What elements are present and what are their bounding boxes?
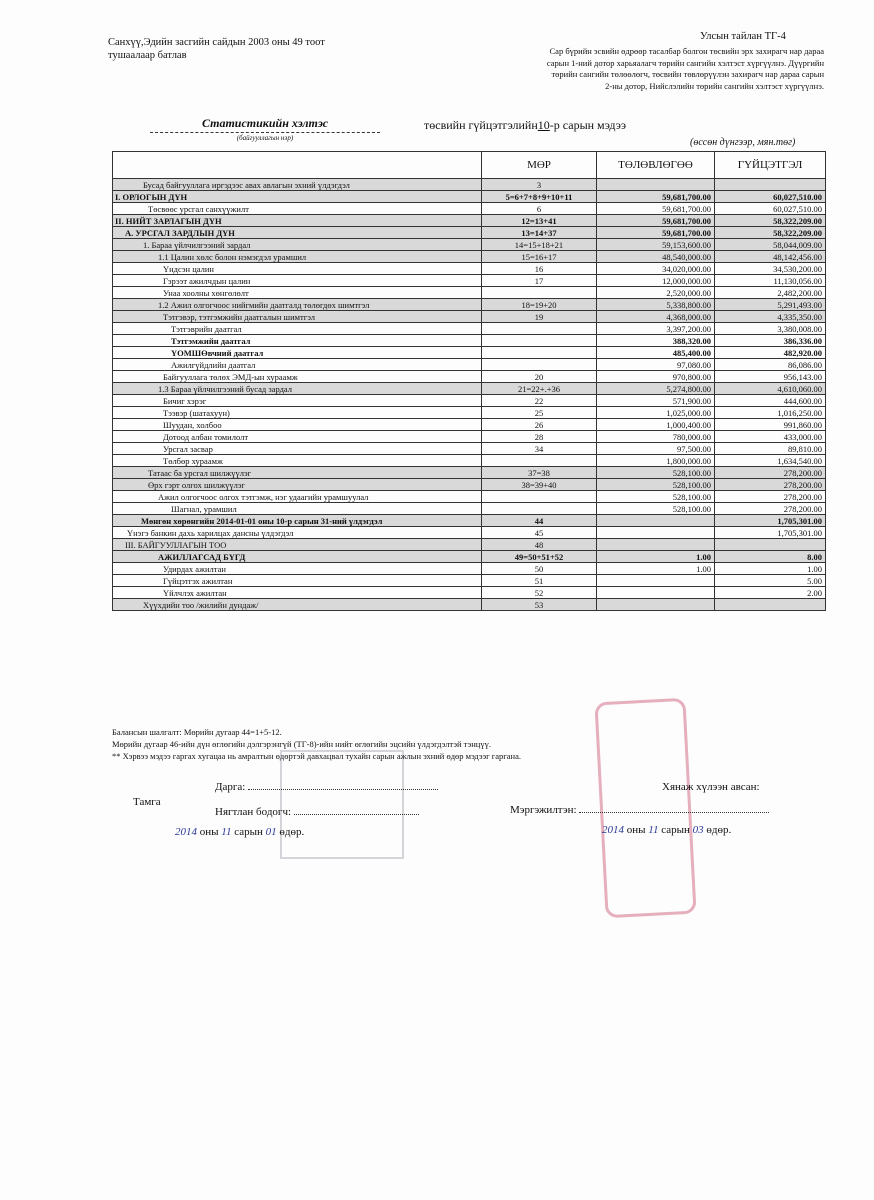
row-mor: 18=19+20 <box>482 299 597 311</box>
table-row <box>113 467 826 479</box>
row-label: АЖИЛЛАГСАД БҮГД <box>113 551 482 563</box>
row-label: 1. Бараа үйлчилгээний зардал <box>113 239 482 251</box>
row-label: Хүүхдийн тоо /жилийн дундаж/ <box>113 599 482 611</box>
row-plan: 48,540,000.00 <box>597 251 715 263</box>
row-label: Урсгал засвар <box>113 443 482 455</box>
row-mor <box>482 503 597 515</box>
row-plan <box>597 179 715 191</box>
row-mor: 37=38 <box>482 467 597 479</box>
director-line <box>248 789 438 790</box>
row-actual: 5,291,493.00 <box>715 299 826 311</box>
row-label: 1.1 Цалин хөлс болон нэмэгдэл урамшил <box>113 251 482 263</box>
row-plan: 1,000,400.00 <box>597 419 715 431</box>
left-word-day: өдөр. <box>279 826 305 838</box>
table-row <box>113 371 826 383</box>
row-label: Үйлчлэх ажилтан <box>113 587 482 599</box>
row-plan: 59,681,700.00 <box>597 227 715 239</box>
table-row <box>113 599 826 611</box>
row-plan: 1,025,000.00 <box>597 407 715 419</box>
table-row <box>113 443 826 455</box>
row-mor: 3 <box>482 179 597 191</box>
right-date <box>602 824 731 836</box>
row-mor: 25 <box>482 407 597 419</box>
table-row <box>113 587 826 599</box>
row-actual: 482,920.00 <box>715 347 826 359</box>
row-mor <box>482 335 597 347</box>
row-actual: 1,705,301.00 <box>715 515 826 527</box>
instruction-line-3: төрийн сангийн төлөөлөгч, төсвийн төвлөрүүлэн захирагч нар дараа сарын <box>551 69 824 79</box>
table-header-row <box>113 152 826 179</box>
label-column-header <box>113 152 482 179</box>
right-word-day: өдөр. <box>706 824 732 836</box>
table-row <box>113 263 826 275</box>
row-label: Бичиг хэрэг <box>113 395 482 407</box>
row-label: I. ОРЛОГЫН ДҮН <box>113 191 482 203</box>
row-plan: 12,000,000.00 <box>597 275 715 287</box>
row-label: Шуудан, холбоо <box>113 419 482 431</box>
row-actual: 278,200.00 <box>715 491 826 503</box>
organization-sublabel: (байгууллагын нэр) <box>236 134 294 142</box>
row-label: Унаа хоолны хөнгөлөлт <box>113 287 482 299</box>
left-word-month: сарын <box>234 826 263 838</box>
table-row <box>113 323 826 335</box>
row-label: Татаас ба урсгал шилжүүлэг <box>113 467 482 479</box>
row-actual: 1.00 <box>715 563 826 575</box>
submission-instructions <box>480 46 824 92</box>
row-mor: 53 <box>482 599 597 611</box>
row-label: II. НИЙТ ЗАРЛАГЫН ДҮН <box>113 215 482 227</box>
left-date-month: 11 <box>221 826 232 838</box>
table-row <box>113 179 826 191</box>
row-plan: 2,520,000.00 <box>597 287 715 299</box>
row-mor: 44 <box>482 515 597 527</box>
table-row <box>113 287 826 299</box>
row-mor: 6 <box>482 203 597 215</box>
row-actual: 11,130,056.00 <box>715 275 826 287</box>
row-actual: 3,380,008.00 <box>715 323 826 335</box>
footnote-1: Балансын шалгалт: Мөрийн дугаар 44=1+5-12. <box>112 727 282 737</box>
row-label: Байгууллага төлөх ЭМД-ын хураамж <box>113 371 482 383</box>
row-label: А. УРСГАЛ ЗАРДЛЫН ДҮН <box>113 227 482 239</box>
row-actual: 58,044,009.00 <box>715 239 826 251</box>
table-row <box>113 203 826 215</box>
approval-line-1: Санхүү,Эдийн засгийн сайдын 2003 оны 49 тоот <box>108 37 325 48</box>
table-row <box>113 227 826 239</box>
row-mor: 28 <box>482 431 597 443</box>
row-actual: 4,335,350.00 <box>715 311 826 323</box>
row-label: Мөнгөн хөрөнгийн 2014-01-01 оны 10-р сарын 31-ний үлдэгдэл <box>113 515 482 527</box>
row-label: Ажил олгогчоос олгох тэтгэмж, нэг удаагийн урамшуулал <box>113 491 482 503</box>
table-row <box>113 395 826 407</box>
row-plan: 59,681,700.00 <box>597 191 715 203</box>
row-mor: 26 <box>482 419 597 431</box>
approval-line-2: тушаалаар батлав <box>108 50 187 61</box>
organization-name: Статистикийн хэлтэс <box>150 116 380 133</box>
row-plan: 528,100.00 <box>597 503 715 515</box>
table-row <box>113 215 826 227</box>
row-label: Төсвөөс урсгал санхүүжилт <box>113 203 482 215</box>
row-plan <box>597 599 715 611</box>
table-row <box>113 551 826 563</box>
right-date-day: 03 <box>692 824 704 836</box>
seal-impression <box>280 750 404 859</box>
row-mor <box>482 455 597 467</box>
row-plan: 97,080.00 <box>597 359 715 371</box>
row-label: Гүйцэтгэх ажилтан <box>113 575 482 587</box>
row-mor: 13=14+37 <box>482 227 597 239</box>
row-actual: 278,200.00 <box>715 503 826 515</box>
row-label: Төлбөр хураамж <box>113 455 482 467</box>
row-plan: 528,100.00 <box>597 491 715 503</box>
seal-label: Тамга <box>133 796 161 808</box>
specialist-signature <box>510 804 769 816</box>
table-row <box>113 419 826 431</box>
row-plan: 34,020,000.00 <box>597 263 715 275</box>
row-label: Үндсэн цалин <box>113 263 482 275</box>
row-mor <box>482 359 597 371</box>
right-date-year: 2014 <box>602 824 624 836</box>
row-mor: 48 <box>482 539 597 551</box>
row-plan: 780,000.00 <box>597 431 715 443</box>
row-mor: 45 <box>482 527 597 539</box>
row-mor: 15=16+17 <box>482 251 597 263</box>
instruction-line-2: сарын 1-ний дотор харьяалагч төрийн сангийн хэлтэст хүргүүлнэ. Дүүргийн <box>546 57 824 68</box>
accountant-signature <box>215 806 419 818</box>
row-label: Удирдах ажилтан <box>113 563 482 575</box>
row-actual: 2,482,200.00 <box>715 287 826 299</box>
row-mor: 50 <box>482 563 597 575</box>
row-actual <box>715 179 826 191</box>
row-mor: 20 <box>482 371 597 383</box>
row-plan: 1.00 <box>597 551 715 563</box>
row-mor: 17 <box>482 275 597 287</box>
row-mor: 51 <box>482 575 597 587</box>
row-actual: 60,027,510.00 <box>715 203 826 215</box>
table-row <box>113 563 826 575</box>
row-plan <box>597 539 715 551</box>
table-row <box>113 479 826 491</box>
row-plan: 528,100.00 <box>597 467 715 479</box>
row-mor: 14=15+18+21 <box>482 239 597 251</box>
row-plan: 59,681,700.00 <box>597 215 715 227</box>
row-plan: 59,681,700.00 <box>597 203 715 215</box>
row-mor: 16 <box>482 263 597 275</box>
table-row <box>113 431 826 443</box>
row-label: Гэрээт ажилчдын цалин <box>113 275 482 287</box>
row-plan: 97,500.00 <box>597 443 715 455</box>
row-mor: 52 <box>482 587 597 599</box>
row-label: Тэтгэмжийн даатгал <box>113 335 482 347</box>
right-date-month: 11 <box>648 824 659 836</box>
mor-column-header: МӨР <box>482 152 597 179</box>
row-plan: 3,397,200.00 <box>597 323 715 335</box>
row-actual: 5.00 <box>715 575 826 587</box>
row-plan: 59,153,600.00 <box>597 239 715 251</box>
row-plan: 528,100.00 <box>597 479 715 491</box>
table-row <box>113 311 826 323</box>
row-plan: 571,900.00 <box>597 395 715 407</box>
left-date-year: 2014 <box>175 826 197 838</box>
row-label: Тээвэр (шатахуун) <box>113 407 482 419</box>
table-row <box>113 251 826 263</box>
specialist-label: Мэргэжилтэн: <box>510 804 577 816</box>
right-word-year: оны <box>626 824 646 836</box>
actual-column-header: ГҮЙЦЭТГЭЛ <box>715 152 826 179</box>
form-code: Улсын тайлан ТГ-4 <box>700 31 786 42</box>
row-plan <box>597 587 715 599</box>
row-actual: 1,016,250.00 <box>715 407 826 419</box>
reviewed-label: Хянаж хүлээн авсан: <box>662 781 760 793</box>
table-row <box>113 539 826 551</box>
row-actual: 433,000.00 <box>715 431 826 443</box>
table-row <box>113 275 826 287</box>
budget-table <box>112 151 826 611</box>
row-actual: 386,336.00 <box>715 335 826 347</box>
report-title <box>424 118 626 133</box>
table-row <box>113 527 826 539</box>
row-actual: 2.00 <box>715 587 826 599</box>
table-row <box>113 359 826 371</box>
accountant-line <box>294 814 419 815</box>
row-actual: 956,143.00 <box>715 371 826 383</box>
row-label: Бусад байгууллага иргэдээс авах авлагын эхний үлдэгдэл <box>113 179 482 191</box>
accountant-label: Нягтлан бодогч: <box>215 806 292 818</box>
row-plan <box>597 575 715 587</box>
specialist-line <box>579 812 769 813</box>
footnote-3: ** Хэрвээ мэдээ гаргах хугацаа нь амралтын өдөртэй давхацвал тухайн сарын ажлын эхний өдөр мэдээг гаргана. <box>112 751 522 761</box>
row-actual: 86,086.00 <box>715 359 826 371</box>
row-mor: 38=39+40 <box>482 479 597 491</box>
report-title-prefix: төсвийн гүйцэтгэлийн <box>424 118 538 132</box>
report-title-suffix: -р сарын мэдээ <box>549 118 627 132</box>
row-actual: 1,634,540.00 <box>715 455 826 467</box>
row-actual: 278,200.00 <box>715 479 826 491</box>
row-label: 1.3 Бараа үйлчилгээний бусад зардал <box>113 383 482 395</box>
row-label: Өрх гэрт олгох шилжүүлэг <box>113 479 482 491</box>
director-signature <box>215 781 438 793</box>
row-actual: 58,322,209.00 <box>715 227 826 239</box>
row-actual: 991,860.00 <box>715 419 826 431</box>
instruction-line-1: Сар бүрийн эсвийн өдрөөр тасалбар болгон төсвийн эрх захирагч нар дараа <box>549 46 824 56</box>
table-row <box>113 347 826 359</box>
row-mor <box>482 347 597 359</box>
approval-note <box>108 36 325 62</box>
row-actual: 89,810.00 <box>715 443 826 455</box>
row-mor: 12=13+41 <box>482 215 597 227</box>
table-row <box>113 455 826 467</box>
row-label: Тэтгэврийн даатгал <box>113 323 482 335</box>
table-row <box>113 503 826 515</box>
table-row <box>113 299 826 311</box>
table-row <box>113 191 826 203</box>
row-plan: 970,800.00 <box>597 371 715 383</box>
row-label: Дотоод албан томилолт <box>113 431 482 443</box>
table-row <box>113 383 826 395</box>
row-mor <box>482 491 597 503</box>
row-plan: 5,338,800.00 <box>597 299 715 311</box>
row-label: Тэтгэвэр, тэтгэмжийн даатгалын шимтгэл <box>113 311 482 323</box>
row-plan <box>597 515 715 527</box>
footnote-2: Мөрийн дугаар 46-ийн дүн өглөгийн дэлгэрэнгүй (ТГ-8)-ийн нийт өглөгийн эцсийн үлдэгдэлтэй тэнцүү. <box>112 739 491 749</box>
row-label: 1.2 Ажил олгогчоос нийгмийн даатгалд төлөгдөх шимтгэл <box>113 299 482 311</box>
unit-note: (өссөн дүнгээр, мян.төг) <box>690 137 796 148</box>
left-date-day: 01 <box>265 826 277 838</box>
table-row <box>113 335 826 347</box>
row-actual: 8.00 <box>715 551 826 563</box>
right-word-month: сарын <box>661 824 690 836</box>
plan-column-header: ТӨЛӨВЛӨГӨӨ <box>597 152 715 179</box>
row-label: Үнэгэ банкин дахь харилцах дансны үлдэгдэл <box>113 527 482 539</box>
row-mor: 34 <box>482 443 597 455</box>
row-mor: 5=6+7+8+9+10+11 <box>482 191 597 203</box>
left-date <box>175 826 304 838</box>
left-word-year: оны <box>199 826 219 838</box>
director-label: Дарга: <box>215 781 246 793</box>
row-actual: 58,322,209.00 <box>715 215 826 227</box>
row-label: Шагнал, урамшил <box>113 503 482 515</box>
report-month: 10 <box>537 118 550 132</box>
table-row <box>113 239 826 251</box>
table-row <box>113 515 826 527</box>
row-plan <box>597 527 715 539</box>
row-actual: 4,610,060.00 <box>715 383 826 395</box>
row-actual: 60,027,510.00 <box>715 191 826 203</box>
row-plan: 5,274,800.00 <box>597 383 715 395</box>
row-mor: 22 <box>482 395 597 407</box>
row-actual <box>715 599 826 611</box>
row-actual: 444,600.00 <box>715 395 826 407</box>
row-actual: 278,200.00 <box>715 467 826 479</box>
row-actual <box>715 539 826 551</box>
row-label: ҮОМШӨвчний даатгал <box>113 347 482 359</box>
row-mor <box>482 287 597 299</box>
row-mor: 19 <box>482 311 597 323</box>
row-actual: 48,142,456.00 <box>715 251 826 263</box>
table-row <box>113 575 826 587</box>
row-plan: 388,320.00 <box>597 335 715 347</box>
row-mor: 21=22+.+36 <box>482 383 597 395</box>
row-plan: 485,400.00 <box>597 347 715 359</box>
instruction-line-4: 2-ны дотор, Нийслэлийн төрийн сангийн хэлтэст хүргүүлнэ. <box>605 80 824 91</box>
table-row <box>113 491 826 503</box>
row-label: Ажилгүйдлийн даатгал <box>113 359 482 371</box>
table-body <box>113 179 826 611</box>
row-mor <box>482 323 597 335</box>
row-label: III. БАЙГУУЛЛАГЫН ТОО <box>113 539 482 551</box>
table-row <box>113 407 826 419</box>
row-plan: 1.00 <box>597 563 715 575</box>
row-actual: 34,530,200.00 <box>715 263 826 275</box>
row-plan: 4,368,000.00 <box>597 311 715 323</box>
row-plan: 1,800,000.00 <box>597 455 715 467</box>
row-mor: 49=50+51+52 <box>482 551 597 563</box>
row-actual: 1,705,301.00 <box>715 527 826 539</box>
